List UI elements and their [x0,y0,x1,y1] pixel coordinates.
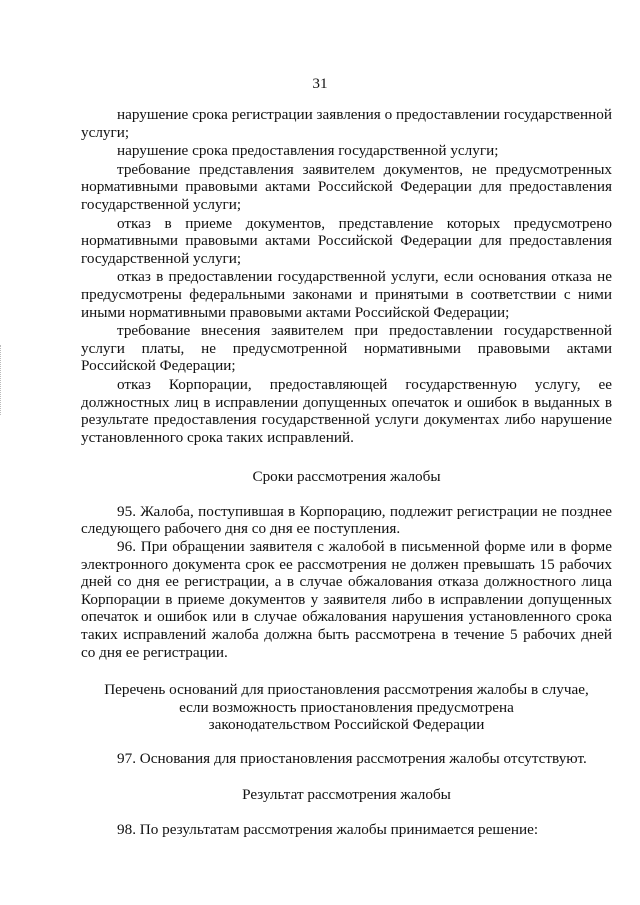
section-heading-suspension [81,681,612,734]
page-number: 31 [312,75,328,92]
list-item: нарушение срока регистрации заявления о предоставлении государственной услуги; [81,106,612,141]
document-body [81,106,612,839]
paragraph-95: 95. Жалоба, поступившая в Корпорацию, подлежит регистрации не позднее следующего рабочего дня со дня ее поступления. [81,502,612,538]
heading-line: законодательством Российской Федерации [208,716,485,734]
list-item: отказ в приеме документов, представление которых предусмотрено нормативными правовыми актами Российской Федерации для предоставления государственной услуги; [81,214,612,267]
paragraph-98: 98. По результатам рассмотрения жалобы принимается решение: [117,821,539,839]
section-heading-terms: Сроки рассмотрения жалобы [252,468,441,486]
list-item: нарушение срока предоставления государственной услуги; [117,142,499,160]
list-item: требование внесения заявителем при предоставлении государственной услуги платы, не предусмотренной нормативными правовыми актами Российской Федерации; [81,322,612,375]
paragraph-96: 96. При обращении заявителя с жалобой в письменной форме или в форме электронного документа срок ее рассмотрения не должен превышать 15 рабочих дней со дня ее регистрации, а в случае обжалования отказа должностного лица Корпорации в приеме документов у заявителя либо в исправлении допущенных опечаток и ошибок или в случае обжалования нарушения установленного срока таких исправлений жалоба должна быть рассмотрена в течение 5 рабочих дней со дня ее регистрации. [81,538,612,661]
list-item: требование представления заявителем документов, не предусмотренных нормативными правовыми актами Российской Федерации для предоставления государственной услуги; [81,160,612,213]
heading-line: если возможность приостановления предусмотрена [179,698,514,716]
list-item: отказ в предоставлении государственной услуги, если основания отказа не предусмотрены федеральными законами и принятыми в соответствии с ними иными нормативными правовыми актами Российской Федерации; [81,268,612,321]
scan-margin-mark [0,345,4,415]
section-heading-result: Результат рассмотрения жалобы [242,785,451,803]
list-item: отказ Корпорации, предоставляющей государственную услугу, ее должностных лиц в исправлении допущенных опечаток и ошибок в выданных в результате предоставления государственной услуги документах либо нарушение установленного срока таких исправлений. [81,375,612,446]
paragraph-97: 97. Основания для приостановления рассмотрения жалобы отсутствуют. [117,750,587,767]
complaint-grounds-list [81,106,612,446]
heading-line: Перечень оснований для приостановления рассмотрения жалобы в случае, [104,681,589,699]
